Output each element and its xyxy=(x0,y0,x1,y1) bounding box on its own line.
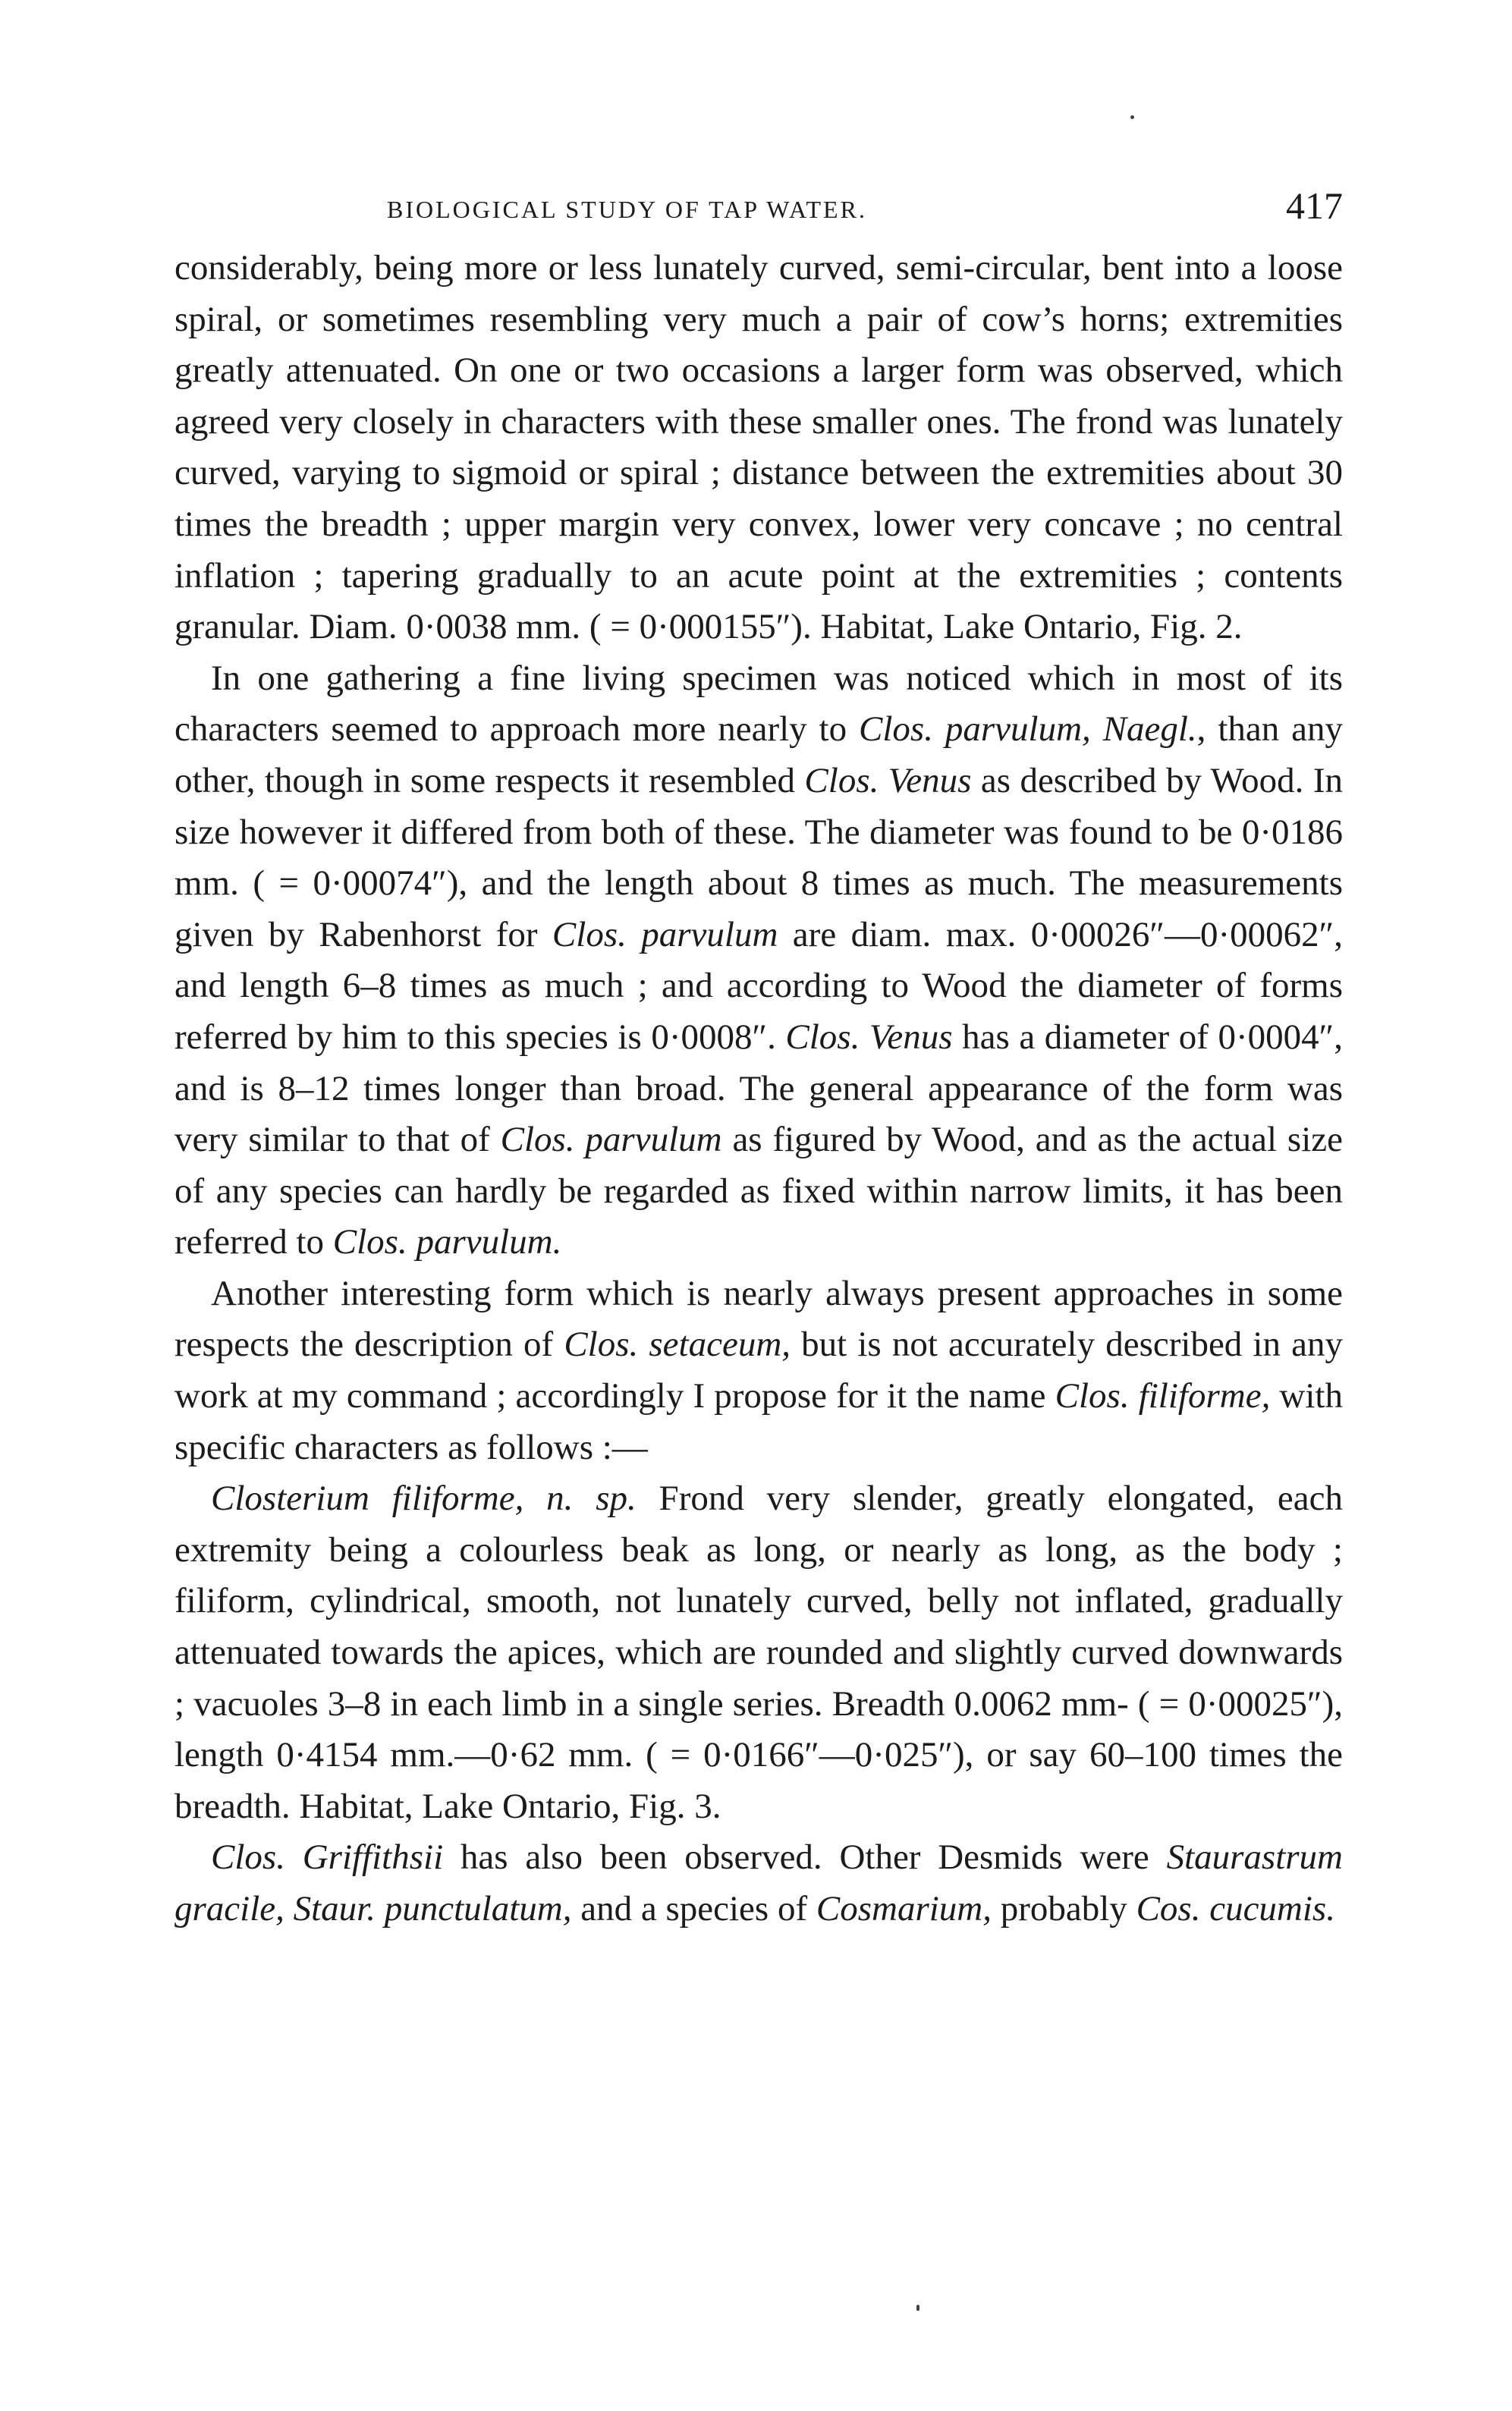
running-head xyxy=(174,182,1343,235)
print-speck-bottom xyxy=(916,2305,919,2311)
paragraph xyxy=(174,653,1343,1268)
italic-run: Closterium filiforme, n. sp. xyxy=(211,1479,637,1519)
text-run: as described by Wood. In size however it differed from both of these. The diameter was found to be 0·0186 mm. ( = 0·00074″), and the length about 8 times as much. The measurements given by Rabenhorst for xyxy=(174,760,1343,954)
italic-run: Clos. parvulum xyxy=(552,914,778,954)
italic-run: Staurastrum gracile, Staur. punctulatum, xyxy=(174,1837,1343,1928)
italic-run: Cosmarium, xyxy=(816,1889,992,1928)
paragraph xyxy=(174,1268,1343,1473)
page-number: 417 xyxy=(1286,184,1343,227)
book-page xyxy=(174,182,1343,1935)
italic-run: Clos. Griffithsii xyxy=(211,1837,444,1878)
italic-run: Clos. parvulum, Naegl. xyxy=(859,709,1197,750)
body-text xyxy=(174,243,1343,1935)
running-title: BIOLOGICAL STUDY OF TAP WATER. xyxy=(387,196,867,223)
text-run: and a species of xyxy=(571,1889,816,1928)
italic-run: Clos. filiforme, xyxy=(1055,1376,1271,1416)
text-run: In one gathering a fine living specimen was noticed which in most of its characters seemed to approach more nearly to xyxy=(174,658,1343,750)
text-run: , than any other, though in some respects it resembled xyxy=(174,709,1343,800)
italic-run: Cos. cucumis. xyxy=(1136,1889,1335,1928)
text-run: Frond very slender, greatly elongated, each extremity being a colourless beak as long, or nearly as long, as the body ; filiform, cylindrical, smooth, not lunately curved, belly not inflated, gradually attenuated towards the apices, which are rounded and slightly curved downwards ; vacuoles 3–8 in each limb in a single series. Breadth 0.0062 mm- ( = 0·00025″), length 0·4154 mm.—0·62 mm. ( = 0·0166″—0·025″), or say 60–100 times the breadth. Habitat, Lake Ontario, Fig. 3. xyxy=(174,1479,1343,1826)
text-run: considerably, being more or less lunately curved, semi-circular, bent into a loose spiral, or sometimes resembling very much a pair of cow’s horns; extremities greatly attenuated. On one or two occasions a larger form was observed, which agreed very closely in characters with these smaller ones. The frond was lunately curved, varying to sigmoid or spiral ; distance between the extremities about 30 times the breadth ; upper margin very convex, lower very concave ; no central inflation ; tapering gradually to an acute point at the extremities ; contents granular. Diam. 0·0038 mm. ( = 0·000155″). Habitat, Lake Ontario, Fig. 2. xyxy=(174,248,1343,647)
text-run: but is not accurately described in any work at my command ; accordingly I propose for it the name xyxy=(174,1325,1343,1416)
paragraph xyxy=(174,1832,1343,1935)
print-speck-top xyxy=(1130,115,1134,119)
paragraph xyxy=(174,243,1343,653)
text-run: probably xyxy=(991,1889,1136,1928)
italic-run: Clos. parvulum xyxy=(500,1120,722,1160)
paragraph xyxy=(174,1473,1343,1832)
text-run: with specific characters as follows :— xyxy=(174,1376,1343,1467)
italic-run: Clos. Venus xyxy=(804,760,972,800)
text-run: Another interesting form which is nearly always present approaches in some respects the description of xyxy=(174,1273,1343,1365)
text-run: are diam. max. 0·00026″—0·00062″, and length 6–8 times as much ; and according to Wood the diameter of forms referred by him to this species is 0·0008″. xyxy=(174,914,1343,1057)
text-run: has also been observed. Other Desmids were xyxy=(443,1837,1167,1878)
text-run: as figured by Wood, and as the actual size of any species can hardly be regarded as fixed within narrow limits, it has been referred to xyxy=(174,1120,1343,1262)
italic-run: Clos. Venus xyxy=(785,1017,953,1057)
italic-run: Clos. setaceum, xyxy=(564,1325,791,1365)
text-run: has a diameter of 0·0004″, and is 8–12 times longer than broad. The general appearance of the form was very similar to that of xyxy=(174,1017,1343,1160)
italic-run: Clos. parvulum. xyxy=(332,1222,562,1262)
